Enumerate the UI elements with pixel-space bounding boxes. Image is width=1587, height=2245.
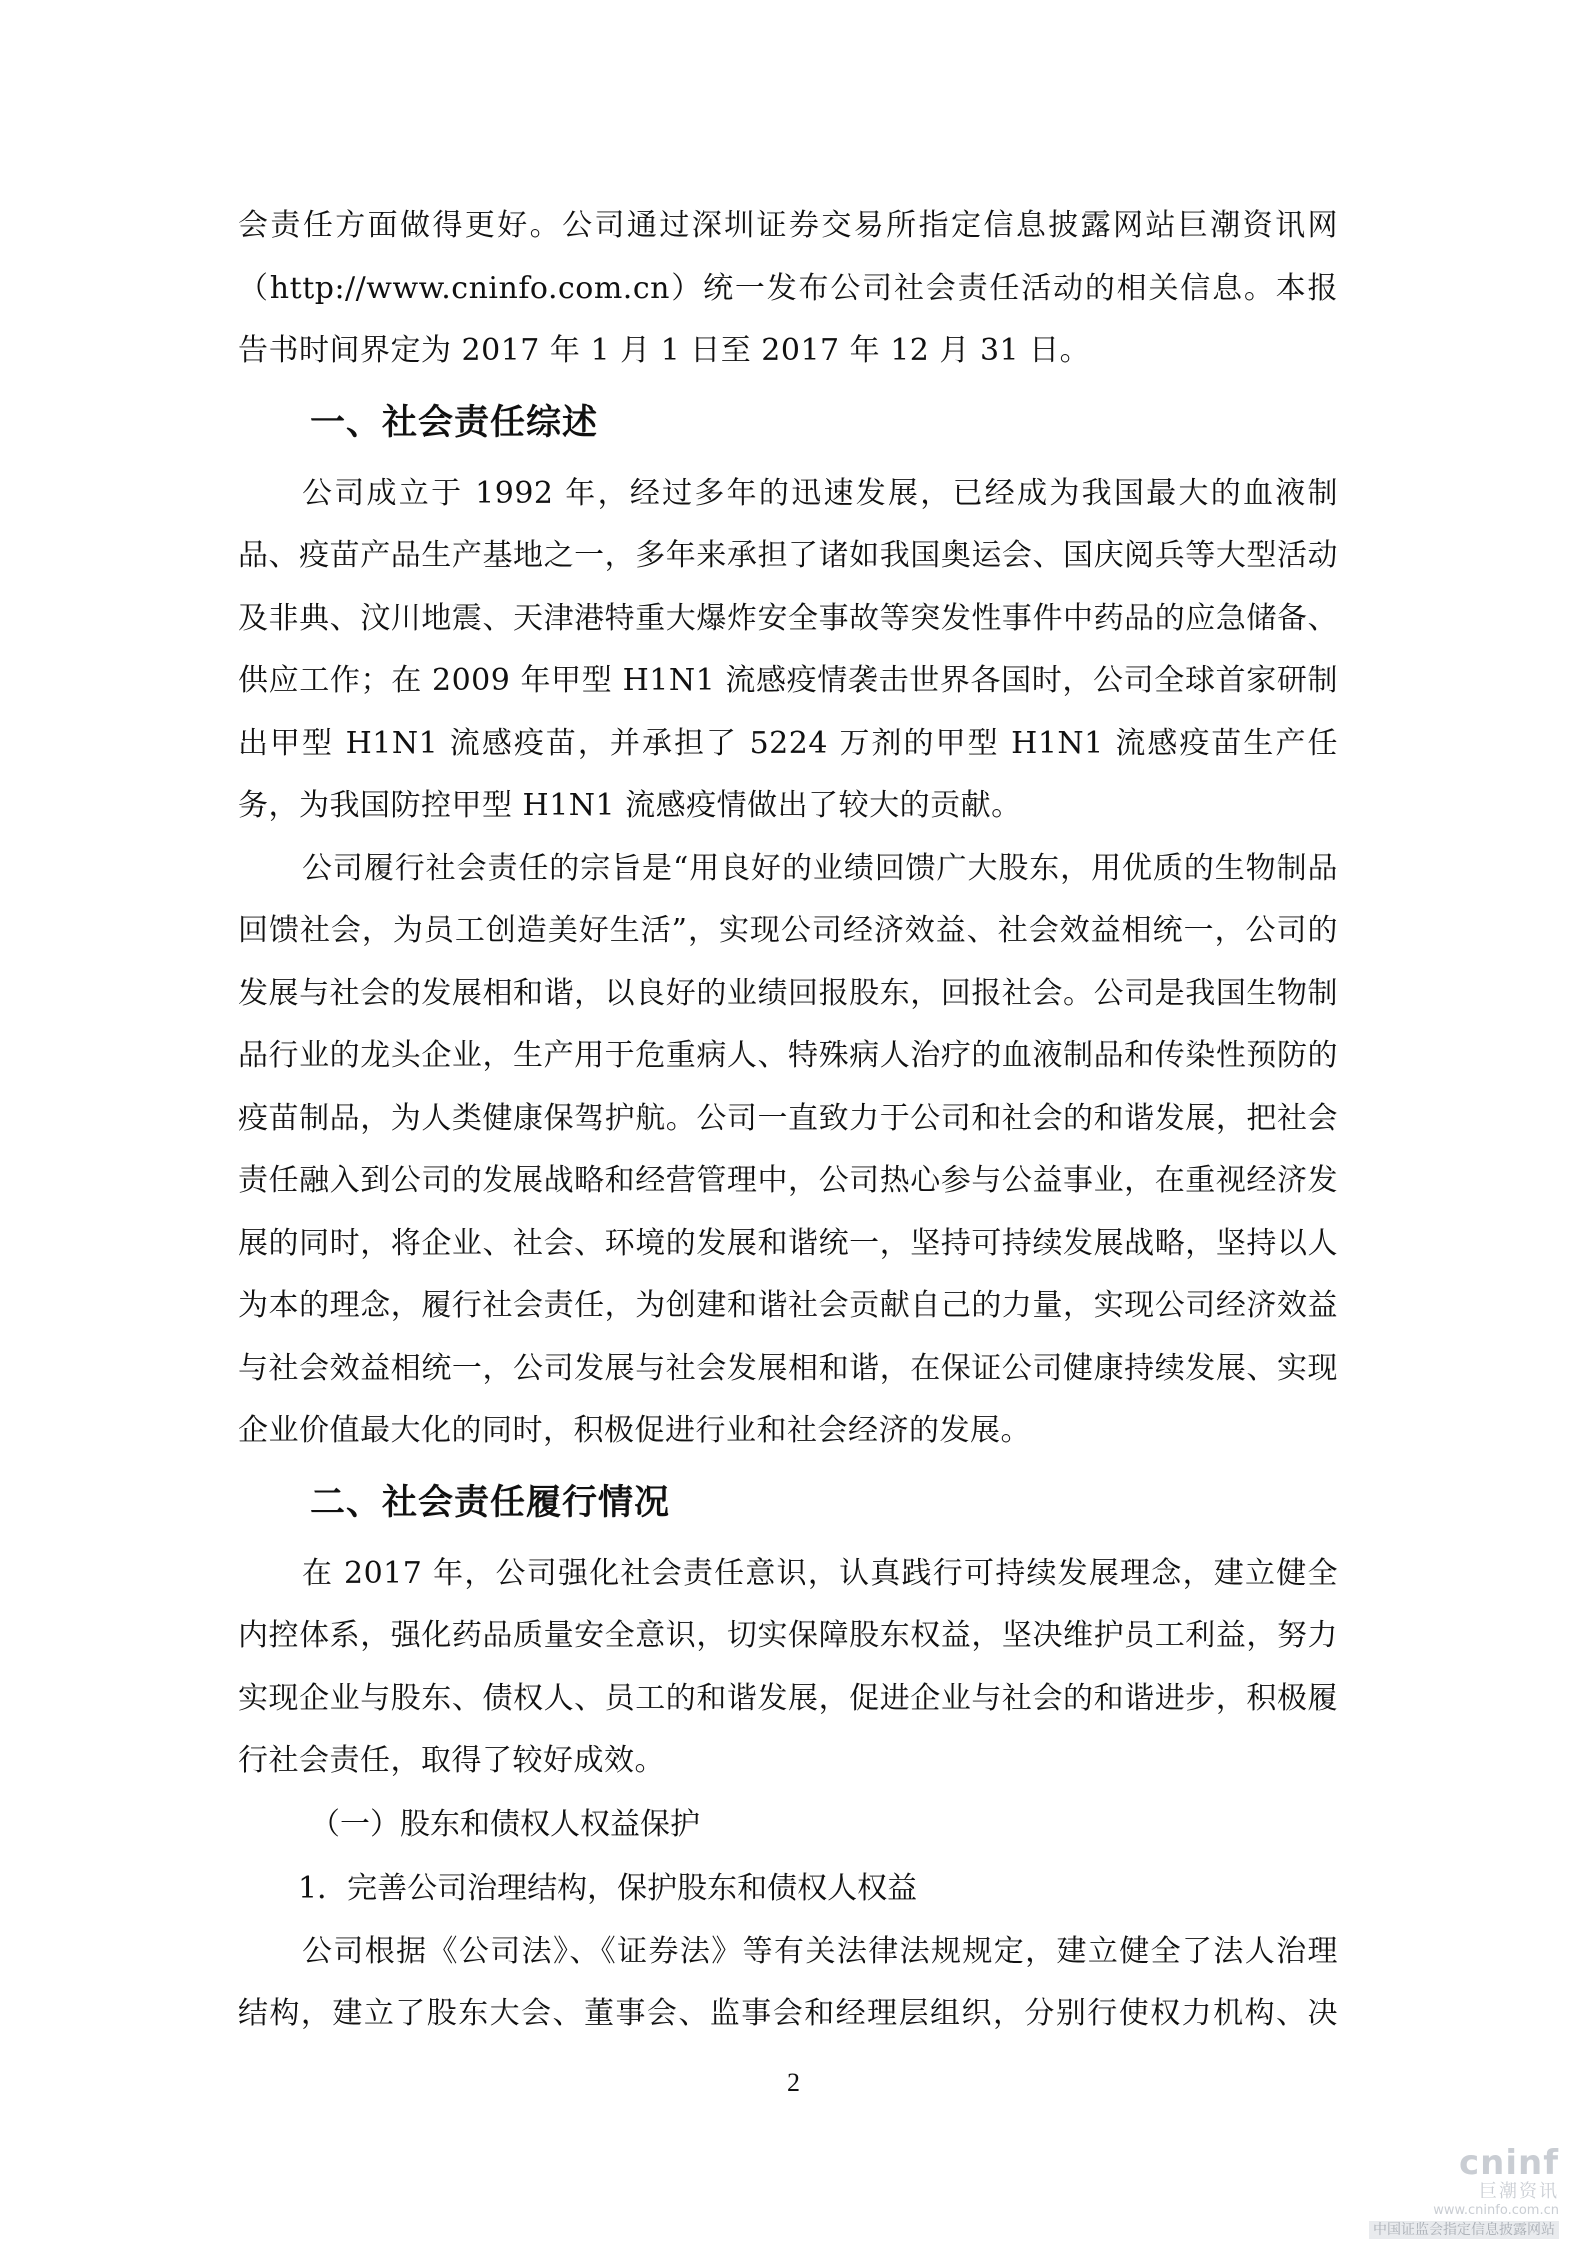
section-heading-overview: 一、社会责任综述 bbox=[310, 402, 599, 443]
subsection-heading-governance: 1．完善公司治理结构，保护股东和债权人权益 bbox=[298, 1870, 918, 1906]
paragraph-governance-structure: 公司根据《公司法》、《证券法》等有关法律法规规定，建立健全了法人治理结构，建立了股东大会、董事会、监事会和经理层组织，分别行使权力机构、决 bbox=[238, 1933, 1338, 2031]
cninfo-watermark bbox=[1369, 2145, 1559, 2239]
page-number: 2 bbox=[787, 2068, 800, 2097]
paragraph-responsibility-purpose: 公司履行社会责任的宗旨是“用良好的业绩回馈广大股东，用优质的生物制品回馈社会，为员工创造美好生活”，实现公司经济效益、社会效益相统一，公司的发展与社会的发展相和谐，以良好的业绩回报股东，回报社会。公司是我国生物制品行业的龙头企业，生产用于危重病人、特殊病人治疗的血液制品和传染性预防的疫苗制品，为人类健康保驾护航。公司一直致力于公司和社会的和谐发展，把社会责任融入到公司的发展战略和经营管理中，公司热心参与公益事业，在重视经济发展的同时，将企业、社会、环境的发展和谐统一，坚持可持续发展战略，坚持以人为本的理念，履行社会责任，为创建和谐社会贡献自己的力量，实现公司经济效益与社会效益相统一，公司发展与社会发展相和谐，在保证公司健康持续发展、实现企业价值最大化的同时，积极促进行业和社会经济的发展。 bbox=[238, 850, 1338, 1448]
watermark-tagline: 中国证监会指定信息披露网站 bbox=[1369, 2221, 1559, 2239]
page-body bbox=[238, 195, 1338, 2046]
watermark-url: www.cninfo.com.cn bbox=[1433, 2203, 1559, 2218]
subsection-heading-shareholders: （一）股东和债权人权益保护 bbox=[310, 1806, 700, 1842]
paragraph-company-history: 公司成立于 1992 年，经过多年的迅速发展，已经成为我国最大的血液制品、疫苗产品生产基地之一，多年来承担了诸如我国奥运会、国庆阅兵等大型活动及非典、汶川地震、天津港特重大爆炸安全事故等突发性事件中药品的应急储备、供应工作；在 2009 年甲型 H1N1 流感疫情袭击世界各国时，公司全球首家研制出甲型 H1N1 流感疫苗，并承担了 5224 万剂的甲型 H1N1 流感疫苗生产任务，为我国防控甲型 H1N1 流感疫情做出了较大的贡献。 bbox=[238, 475, 1338, 823]
watermark-chinese-name: 巨潮资讯 bbox=[1479, 2181, 1559, 2202]
section-heading-performance: 二、社会责任履行情况 bbox=[310, 1482, 671, 1523]
paragraph-2017-summary: 在 2017 年，公司强化社会责任意识，认真践行可持续发展理念，建立健全内控体系，强化药品质量安全意识，切实保障股东权益，坚决维护员工利益，努力实现企业与股东、债权人、员工的和谐发展，促进企业与社会的和谐进步，积极履行社会责任，取得了较好成效。 bbox=[238, 1555, 1338, 1778]
paragraph-continued: 会责任方面做得更好。公司通过深圳证券交易所指定信息披露网站巨潮资讯网（http://www.cninfo.com.cn）统一发布公司社会责任活动的相关信息。本报告书时间界定为 2017 年 1 月 1 日至 2017 年 12 月 31 日。 bbox=[238, 208, 1338, 368]
watermark-logo: cninf bbox=[1458, 2143, 1559, 2183]
